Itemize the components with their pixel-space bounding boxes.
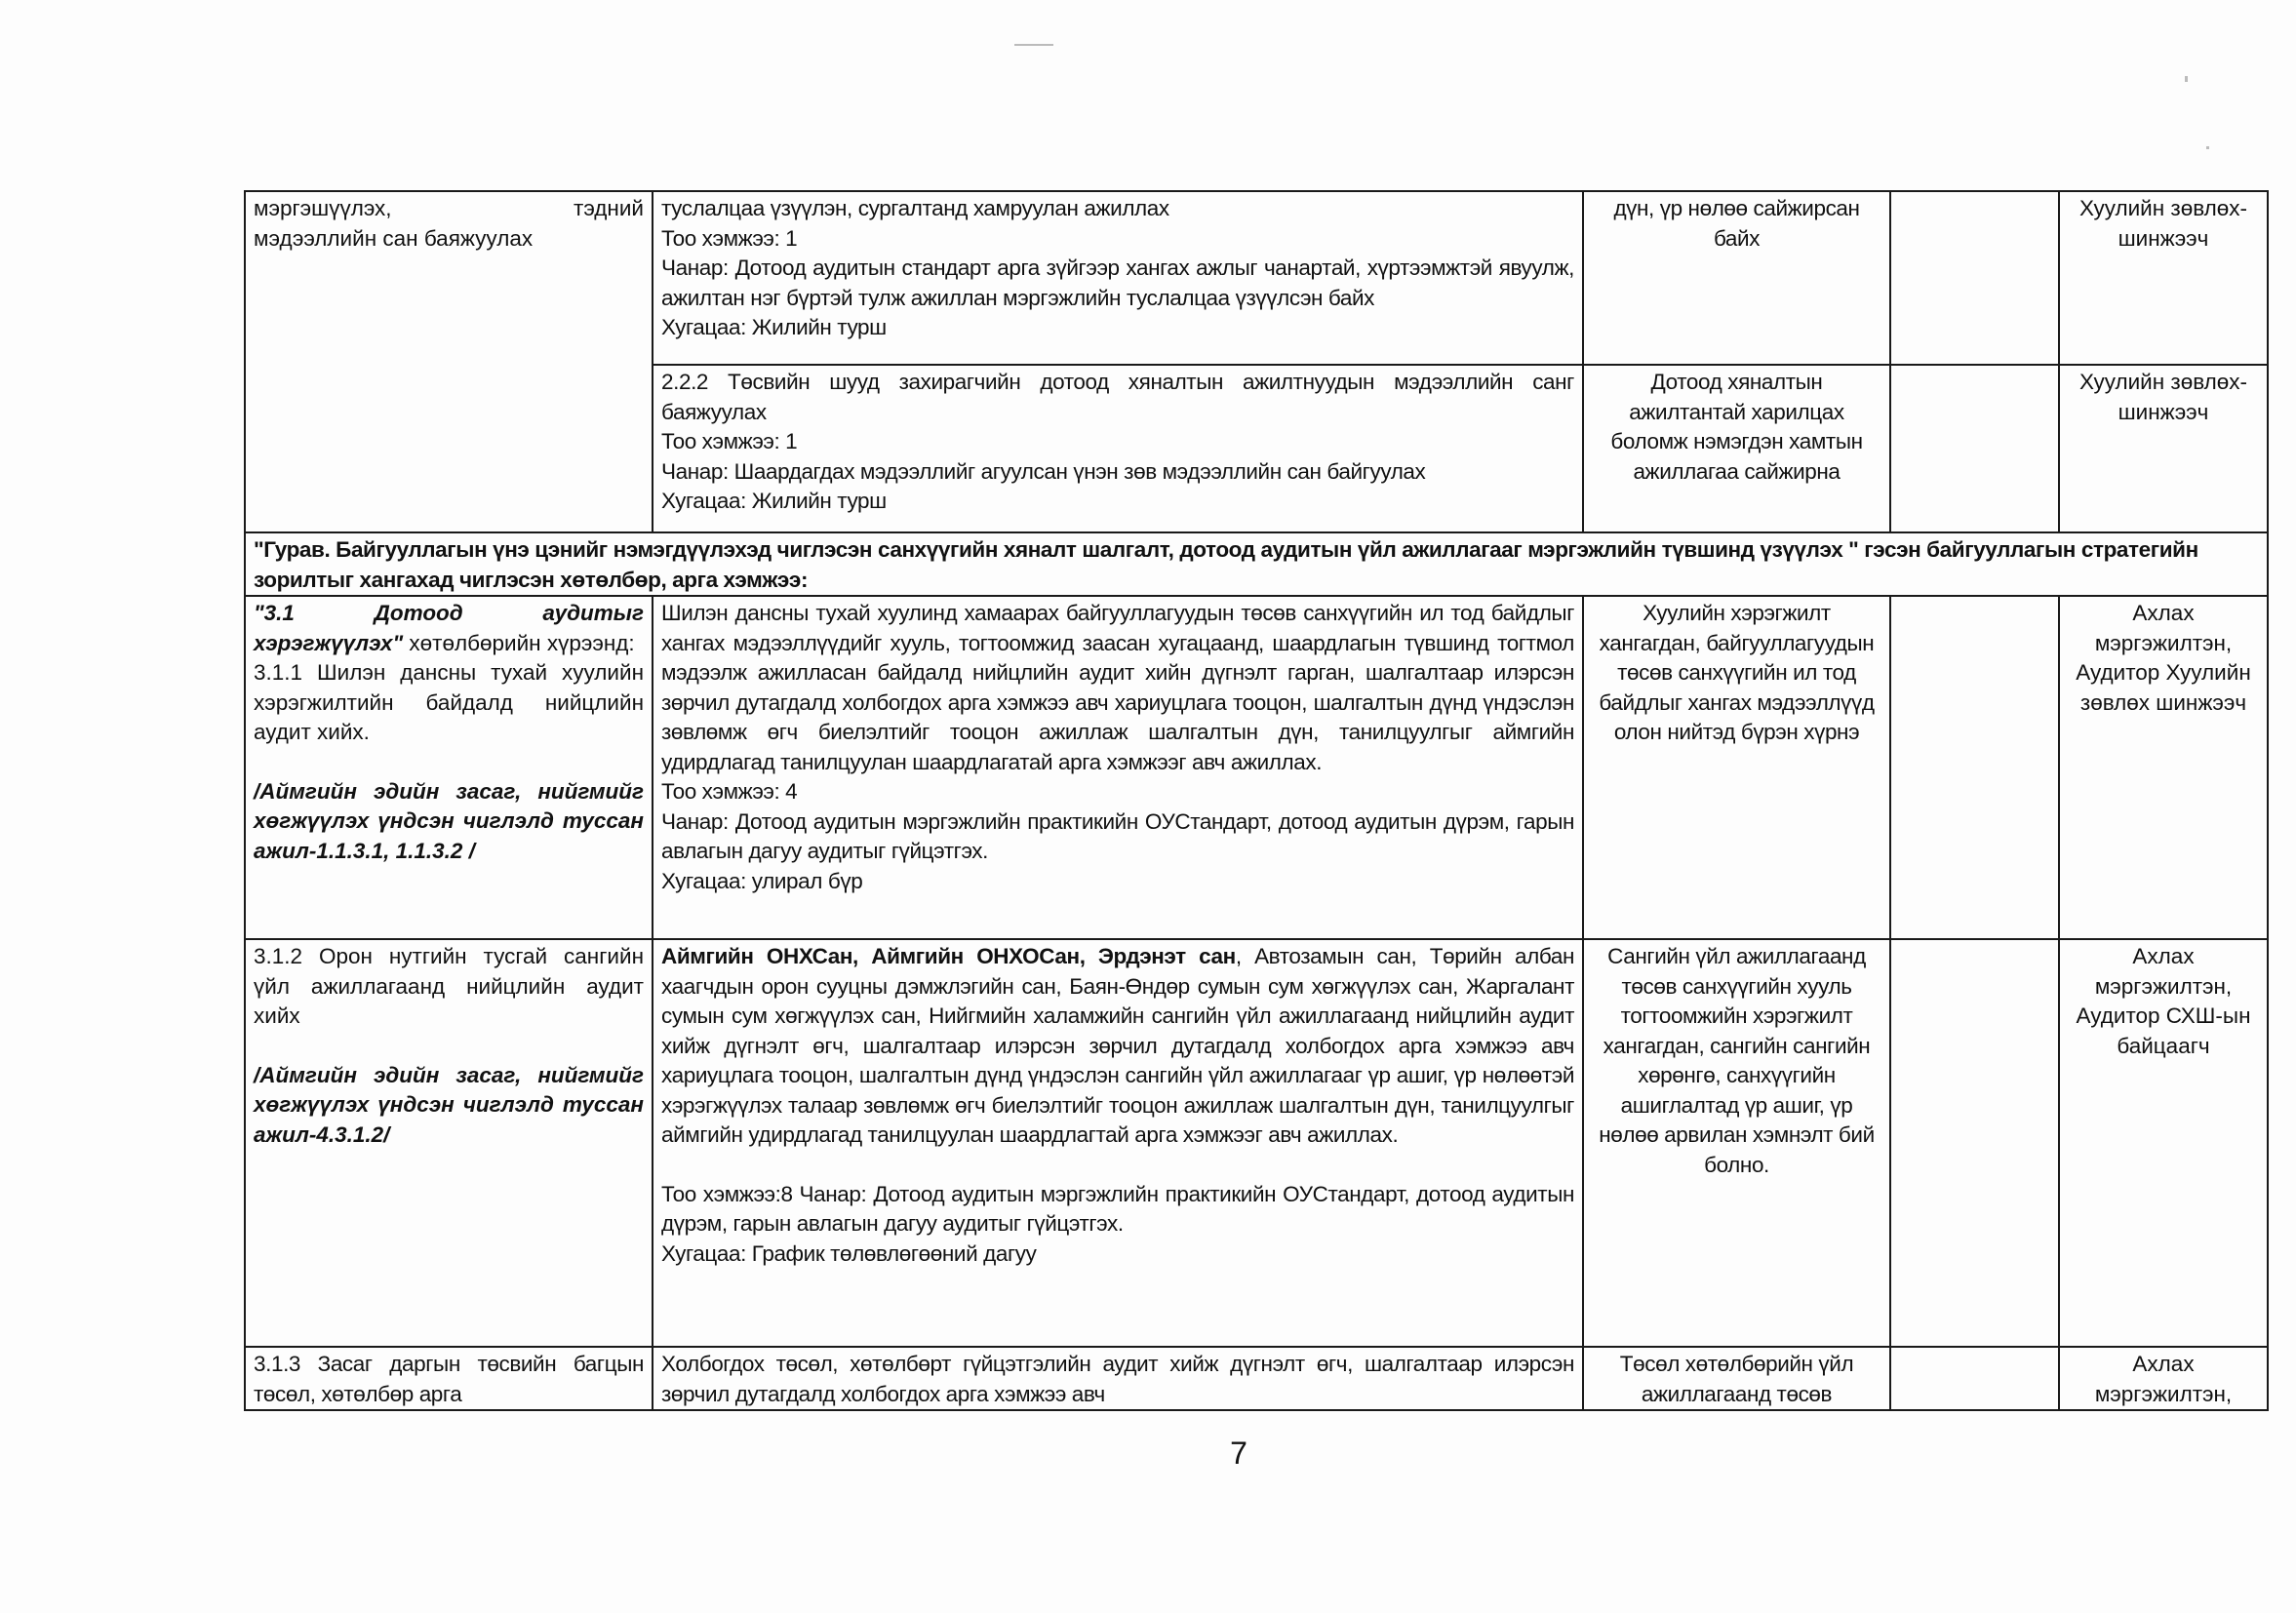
goal-text: 3.1.2 Орон нутгийн тусгай сангийн үйл ажиллагаанд нийцлийн аудит хийх: [254, 944, 644, 1028]
budget-cell: [1890, 1347, 2059, 1410]
page-number: 7: [1230, 1436, 1247, 1471]
task-deadline: Хугацаа: улирал бүр: [661, 868, 863, 893]
goal-line: мэргэшүүлэх, тэдний: [254, 196, 644, 220]
scan-artifact: [2185, 76, 2188, 82]
budget-cell: [1890, 939, 2059, 1347]
task-cell: [653, 365, 1583, 532]
program-title: "3.1 Дотоод аудитыг хэрэгжүүлэх": [254, 601, 644, 655]
task-bold-funds: Аймгийн ОНХСан, Аймгийн ОНХОСан, Эрдэнэт сан: [661, 944, 1236, 968]
budget-cell: [1890, 365, 2059, 532]
task-quality: Чанар: Дотоод аудитын мэргэжлийн практикийн ОУСтандарт, дотоод аудитын дүрэм, гарын авлагын дагуу аудитыг гүйцэтгэх.: [661, 808, 1574, 863]
task-cell: Холбогдох төсөл, хөтөлбөрт гүйцэтгэлийн аудит хийж дүгнэлт өгч, шалгалтаар илэрсэн зөрчил дутагдалд холбогдох арга хэмжээ авч: [653, 1347, 1583, 1410]
spacer: [254, 1032, 644, 1061]
budget-cell: [1890, 596, 2059, 939]
result-cell: Дотоод хяналтын ажилтантай харилцах боломж нэмэгдэн хамтын ажиллагаа сайжирна: [1583, 365, 1890, 532]
plan-reference: /Аймгийн эдийн засаг, нийгмийг хөгжүүлэх үндсэн чиглэлд туссан ажил-4.3.1.2/: [254, 1062, 644, 1147]
task-text: Шилэн дансны тухай хуулинд хамаарах байгууллагуудын төсөв санхүүгийн ил тод байдлыг хангах мэдээллүүдийг хууль, тогтоомжид заасан хугацаанд, шаардлагын түвшинд тогтмол мэдээлж ажилласан байдалд нийцлийн аудит хийн дүгнэлт гарган, шалгалтаар илэрсэн зөрчил дутагдалд холбогдох арга хэмжээ авч хариуцлага тооцон, шалгалтын дүнд үндэслэн зөвлөмж өгч биелэлтийг тооцон ажиллаж шалгалтын дүн, танилцуулгыг аймгийн удирдлагад танилцуулан шаардлагатай арга хэмжээг авч ажиллах.: [661, 601, 1574, 774]
task-quantity: Тоо хэмжээ: 4: [661, 779, 798, 804]
goal-cell: [245, 191, 653, 532]
responsible-cell: Ахлах мэргэжилтэн,: [2059, 1347, 2268, 1410]
result-cell: дүн, үр нөлөө сайжирсан байх: [1583, 191, 1890, 365]
task-cell: [653, 939, 1583, 1347]
task-quality: Чанар: Дотоод аудитын стандарт арга зүйгээр хангах ажлыг чанартай, хүртээмжтэй явуулж, ажилтан нэг бүртэй тулж ажиллан мэргэжлийн туслалцаа үзүүлсэн байх: [661, 256, 1574, 310]
table-row: [245, 596, 2268, 939]
responsible-cell: Ахлах мэргэжилтэн, Аудитор СХШ-ын байцаагч: [2059, 939, 2268, 1347]
budget-cell: [1890, 191, 2059, 365]
responsible-cell: Хуулийн зөвлөх-шинжээч: [2059, 191, 2268, 365]
task-quantity: Тоо хэмжээ: 1: [661, 225, 798, 251]
task-quality: Чанар: Шаардагдах мэдээллийг агуулсан үнэн зөв мэдээллийн сан байгуулах: [661, 458, 1426, 484]
scan-artifact: [2206, 146, 2209, 149]
table-row: [245, 939, 2268, 1347]
task-quantity: Тоо хэмжээ: 1: [661, 429, 798, 453]
task-text-rest: , Автозамын сан, Төрийн албан хаагчдын орон сууцны дэмжлэгийн сан, Баян-Өндөр сумын сум хөгжүүлэх сан, Жаргалант сумын сум хөгжүүлэх сан, Нийгмийн халамжийн сангийн үйл ажиллагаанд нийцлийн аудит хийж дүгнэлт өгч, шалгалтаар илэрсэн зөрчил дутагдалд холбогдох арга хэмжээ авч хариуцлага тооцон, шалгалтын дүнд үндэслэн сангийн үйл ажиллагааг үр ашиг, үр нөлөөтэй хэрэгжүүлэх талаар зөвлөмж өгч биелэлтийг тооцон ажиллаж шалгалтын дүн, танилцуулгыг аймгийн удирдлагад танилцуулан шаардлагтай арга хэмжээг авч ажиллах.: [661, 944, 1574, 1147]
section-heading: "Гурав. Байгууллагын үнэ цэнийг нэмэгдүүлэхэд чиглэсэн санхүүгийн хяналт шалгалт, дотоод аудитын үйл ажиллагааг мэргэжлийн түвшинд үзүүлэх " гэсэн байгууллагын стратегийн зорилтыг хангахад чиглэсэн хөтөлбөр, арга хэмжээ:: [245, 532, 2268, 596]
action-plan-table: [244, 190, 2269, 1411]
goal-cell: [245, 939, 653, 1347]
responsible-cell: Ахлах мэргэжилтэн, Аудитор Хуулийн зөвлөх шинжээч: [2059, 596, 2268, 939]
goal-cell: 3.1.3 Засаг даргын төсвийн багцын төсөл, хөтөлбөр арга: [245, 1347, 653, 1410]
task-cell: [653, 191, 1583, 365]
program-suffix: хөтөлбөрийн хүрээнд:: [409, 630, 635, 655]
goal-line: мэдээллийн сан баяжуулах: [254, 225, 534, 251]
task-text: 2.2.2 Төсвийн шууд захирагчийн дотоод хяналтын ажилтнуудын мэдээллийн санг баяжуулах: [661, 370, 1574, 424]
task-cell: [653, 596, 1583, 939]
goal-text: 3.1.1 Шилэн дансны тухай хуулийн хэрэгжилтийн байдалд нийцлийн аудит хийх.: [254, 660, 644, 744]
section-heading-row: [245, 532, 2268, 596]
task-deadline: Хугацаа: Жилийн турш: [661, 489, 887, 513]
result-cell: Сангийн үйл ажиллагаанд төсөв санхүүгийн хууль тогтоомжийн хэрэгжилт хангагдан, сангийн сангийн хөрөнгө, санхүүгийн ашиглалтад үр ашиг, үр нөлөө арвилан хэмнэлт бий болно.: [1583, 939, 1890, 1347]
spacer: [661, 1151, 1574, 1180]
task-quantity-quality: Тоо хэмжээ:8 Чанар: Дотоод аудитын мэргэжлийн практикийн ОУСтандарт, дотоод аудитын дүрэм, гарын авлагын дагуу аудитыг гүйцэтгэх.: [661, 1181, 1574, 1236]
task-text: туслалцаа үзүүлэн, сургалтанд хамруулан ажиллах: [661, 196, 1169, 220]
plan-reference: /Аймгийн эдийн засаг, нийгмийг хөгжүүлэх үндсэн чиглэлд туссан ажил-1.1.3.1, 1.1.3.2 /: [254, 778, 644, 863]
goal-cell: [245, 596, 653, 939]
task-text: [661, 942, 1574, 1151]
task-deadline: Хугацаа: Жилийн турш: [661, 315, 887, 339]
spacer: [254, 748, 644, 777]
result-cell: Хуулийн хэрэгжилт хангагдан, байгууллагуудын төсөв санхүүгийн ил тод байдлыг хангах мэдээллүүд олон нийтэд бүрэн хүрнэ: [1583, 596, 1890, 939]
table-row: [245, 1347, 2268, 1410]
task-deadline: Хугацаа: График төлөвлөгөөний дагуу: [661, 1240, 1037, 1266]
result-cell: Төсөл хөтөлбөрийн үйл ажиллагаанд төсөв: [1583, 1347, 1890, 1410]
responsible-cell: Хуулийн зөвлөх-шинжээч: [2059, 365, 2268, 532]
table-row: [245, 191, 2268, 365]
scan-artifact: [1014, 44, 1053, 46]
